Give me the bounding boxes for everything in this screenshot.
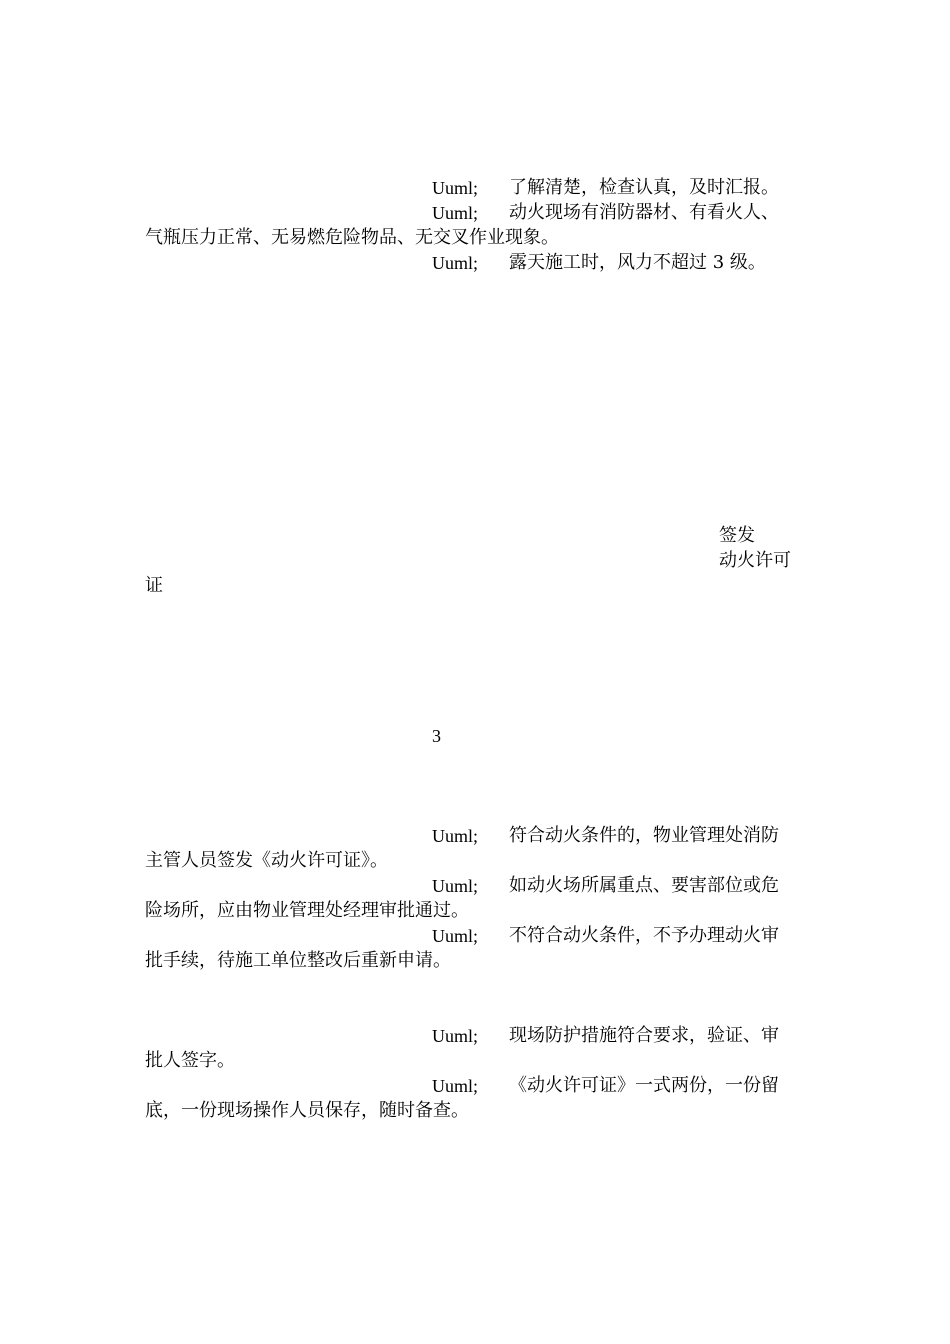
list-item-text: 不符合动火条件，不予办理动火审 (509, 925, 779, 946)
list-item-continuation: 气瓶压力正常、无易燃危险物品、无交叉作业现象。 (145, 227, 559, 248)
list-item-text: 了解清楚，检查认真，及时汇报。 (509, 177, 779, 198)
list-item-continuation: 险场所，应由物业管理处经理审批通过。 (145, 900, 469, 921)
page-number: 3 (432, 726, 441, 746)
bullet-marker: Uuml; (432, 253, 479, 273)
bullet-marker: Uuml; (432, 826, 479, 846)
list-item-continuation: 底，一份现场操作人员保存，随时备查。 (145, 1100, 469, 1121)
list-item-continuation: 批人签字。 (145, 1050, 235, 1071)
bullet-marker: Uuml; (432, 1026, 479, 1046)
bullet-marker: Uuml; (432, 876, 479, 896)
list-item-text: 《动火许可证》一式两份，一份留 (509, 1075, 779, 1096)
list-item-text: 如动火场所属重点、要害部位或危 (509, 875, 779, 896)
bullet-marker: Uuml; (432, 1076, 479, 1096)
list-item-continuation: 主管人员签发《动火许可证》。 (145, 850, 388, 871)
bullet-marker: Uuml; (432, 203, 479, 223)
list-item-text: 现场防护措施符合要求，验证、审 (509, 1025, 779, 1046)
bullet-marker: Uuml; (432, 926, 479, 946)
list-item-continuation: 批手续，待施工单位整改后重新申请。 (145, 950, 451, 971)
list-item-text: 露天施工时，风力不超过 3 级。 (509, 252, 766, 273)
side-heading-line2: 动火许可 (719, 550, 791, 571)
side-heading-line1: 签发 (719, 525, 755, 546)
list-item-text: 符合动火条件的，物业管理处消防 (509, 825, 779, 846)
bullet-marker: Uuml; (432, 178, 479, 198)
side-heading-line3: 证 (145, 575, 163, 596)
list-item-text: 动火现场有消防器材、有看火人、 (509, 202, 779, 223)
